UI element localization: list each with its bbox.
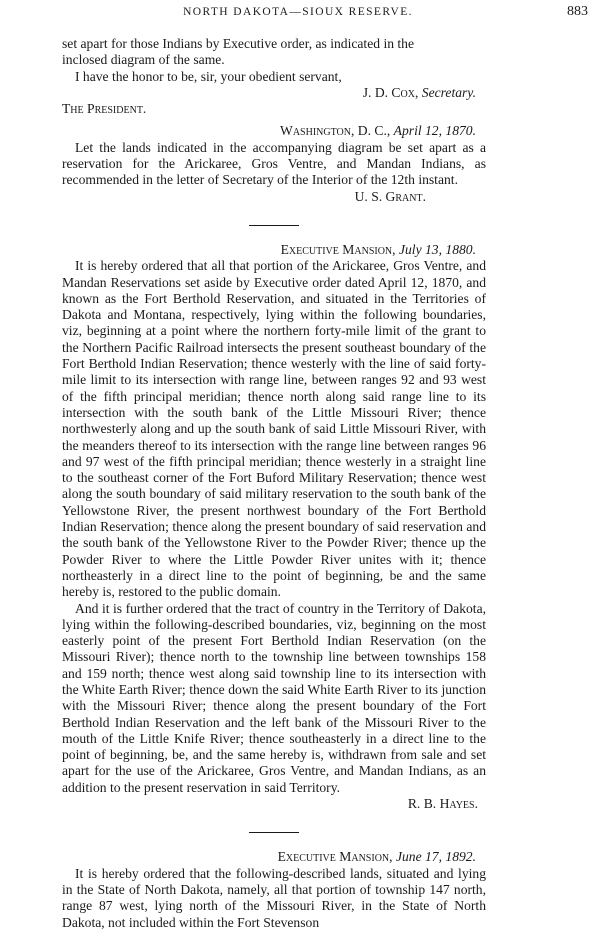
order-1870-dateline [62,123,486,139]
order-1870-text: Let the lands indicated in the accompanying diagram be set apart as a reservation for the Arickaree, Gros Ventre, and Mandan Indians, as recommended in the letter of Secretary of the Interior of the 12th instant. [62,139,486,188]
letter-line-1: set apart for those Indians by Executive order, as indicated in the [62,36,415,51]
order-1880-dateline [62,242,486,258]
order-1892-date: June 17, 1892. [395,849,476,865]
letter-addressee: The President. [62,101,147,117]
letter-signer-title: Secretary. [421,84,476,100]
letter-signature [62,85,486,101]
order-1880-date: July 13, 1880. [398,241,476,257]
order-1892-dateline [62,849,486,865]
section-divider-2 [249,832,299,833]
order-1892-text: It is hereby ordered that the following-described lands, situated and lying in the State of North Dakota, namely, all that portion of township 147 north, range 87 west, lying north of the Missouri River, in the State of North Dakota, not included within the Fort Stevenson [62,865,486,930]
order-1870-place: Washington, D. C., [280,123,391,139]
letter-closing: I have the honor to be, sir, your obedient servant, [75,68,342,84]
order-1880-paragraph-1: It is hereby ordered that all that portion of the Arickaree, Gros Ventre, and Mandan Reservations set aside by Executive order dated April 12, 1870, and known as the Fort Berthold Reservation, and situated in the Territories of Dakota and Montana, respectively, lying within the following boundaries, viz, beginning at a point where the northern forty-mile limit of the grant to the Northern Pacific Railroad intersects the present southeast boundary of the Fort Berthold Indian Reservation; thence westerly with the line of said forty-mile limit to its intersection with range line, between ranges 92 and 93 west of the fifth principal meridian; thence north along said range line to its intersection with the south bank of the Little Missouri River; thence northwesterly along and up the south bank of said Little Missouri River, with the meanders thereof to its intersection with the range line between ranges 96 and 97 west of the fifth principal meridian; thence westerly in a straight line to the southeast corner of the Fort Buford Military Reservation; thence west along the south boundary of said military reservation to the south bank of the Yellowstone River, the present northwest boundary of the Fort Berthold Indian Reservation; thence along the present boundary of said reservation and the south bank of the Yellowstone River to the Powder River; thence up the Powder River to where the Little Powder River unites with it; thence northeasterly in a direct line to the point of beginning, be and the same hereby is, restored to the public domain. [62,258,486,600]
running-head: NORTH DAKOTA—SIOUX RESERVE. [183,6,413,18]
order-1892-place: Executive Mansion, [277,849,393,865]
order-1880-place: Executive Mansion, [280,241,396,257]
order-1880-signer: R. B. Hayes. [407,796,478,812]
section-divider-1 [249,225,299,226]
order-1870-signer: U. S. Grant. [354,188,426,204]
order-1880-paragraph-2: And it is further ordered that the tract of country in the Territory of Dakota, lying within the following-described boundaries, viz, beginning on the most easterly point of the present Fort Berthold Indian Reservation (on the Missouri River); thence north to the township line between townships 158 and 159 north; thence west along said township line to its intersection with the White Earth River; thence down the said White Earth River to its junction with the Missouri River; thence along the present boundary of the Fort Berthold Indian Reservation and the left bank of the Missouri River to the mouth of the Little Knife River; thence southeasterly in a direct line to the point of beginning, be, and the same hereby is, withdrawn from sale and set apart for the use of the Arickaree, Gros Ventre, and Mandan Indians, as an addition to the present reservation in said Territory. [62,600,486,795]
letter-line-2: inclosed diagram of the same. [62,52,225,68]
document-body [62,36,486,931]
page-number: 883 [567,4,588,19]
order-1870-date: April 12, 1870. [393,123,476,139]
letter-signer: J. D. Cox, [362,84,419,100]
